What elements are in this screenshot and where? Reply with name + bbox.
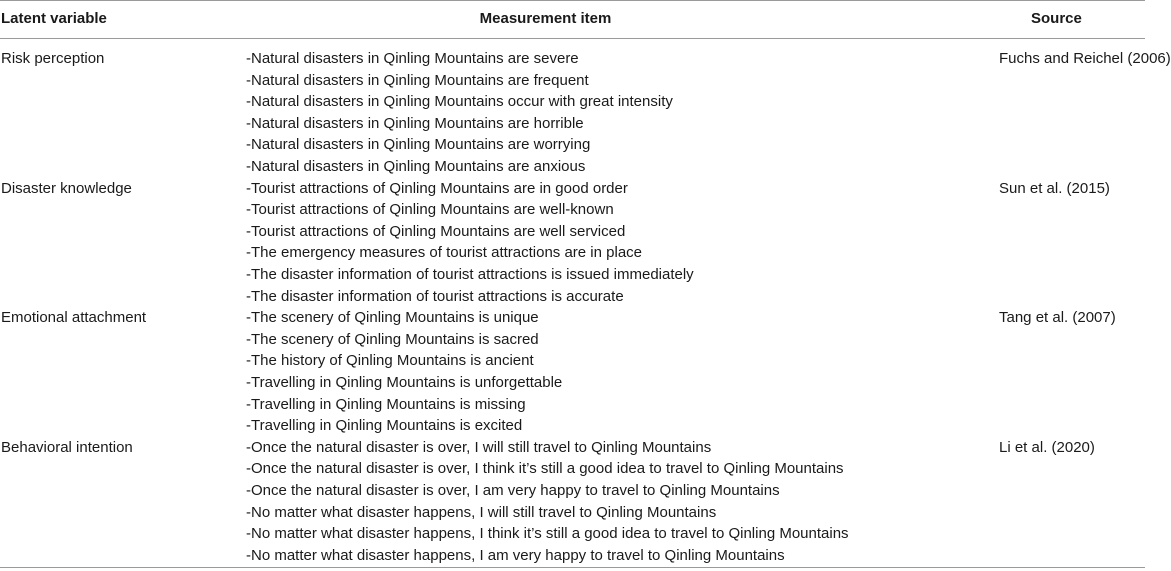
measurement-item: -Travelling in Qinling Mountains is unforgettable [246, 373, 563, 391]
table-bottom-rule [0, 567, 1145, 568]
measurement-item: -The emergency measures of tourist attractions are in place [246, 244, 643, 262]
measurement-item-list [246, 307, 562, 437]
header-source: Source [1031, 10, 1082, 27]
latent-variable-cell: Behavioral intention [1, 438, 133, 456]
measurement-item: -Once the natural disaster is over, I am very happy to travel to Qinling Mountains [246, 481, 780, 499]
source-cell: Tang et al. (2007) [999, 309, 1116, 327]
measurement-item: -Natural disasters in Qinling Mountains are severe [246, 50, 579, 67]
measurement-item-list [246, 437, 849, 567]
header-measurement-item: Measurement item [479, 10, 612, 27]
measurement-item: -Once the natural disaster is over, I think it’s still a good idea to travel to Qinling Mountains [246, 460, 844, 478]
measurement-item-list [246, 48, 673, 178]
measurement-item: -The scenery of Qinling Mountains is sacred [246, 330, 539, 348]
measurement-item: -No matter what disaster happens, I am very happy to travel to Qinling Mountains [246, 546, 785, 564]
measurement-item: -Natural disasters in Qinling Mountains are frequent [246, 71, 589, 89]
measurement-item: -Travelling in Qinling Mountains is missing [246, 395, 526, 413]
measurement-item: -Natural disasters in Qinling Mountains are horrible [246, 114, 584, 132]
measurement-item: -Natural disasters in Qinling Mountains are anxious [246, 157, 586, 175]
source-cell: Sun et al. (2015) [999, 179, 1110, 197]
measurement-item: -The disaster information of tourist attractions is issued immediately [246, 265, 694, 283]
header-divider-rule [0, 38, 1145, 39]
measurement-item-list [246, 178, 694, 308]
measurement-item: -The history of Qinling Mountains is ancient [246, 352, 534, 370]
measurement-item: -Tourist attractions of Qinling Mountains are well serviced [246, 222, 626, 240]
latent-variable-cell: Emotional attachment [1, 309, 147, 327]
source-cell: Fuchs and Reichel (2006) [999, 50, 1171, 67]
measurement-item: -The scenery of Qinling Mountains is unique [246, 309, 539, 327]
measurement-item: -Travelling in Qinling Mountains is excited [246, 417, 523, 435]
measurement-item: -Natural disasters in Qinling Mountains occur with great intensity [246, 93, 673, 111]
latent-variable-cell: Disaster knowledge [1, 179, 132, 197]
measurement-item: -The disaster information of tourist attractions is accurate [246, 287, 624, 305]
table-top-rule [0, 0, 1145, 1]
source-cell: Li et al. (2020) [999, 438, 1095, 456]
measurement-item: -No matter what disaster happens, I think it’s still a good idea to travel to Qinling Mountains [246, 525, 849, 543]
measurement-item: -Tourist attractions of Qinling Mountains are in good order [246, 179, 628, 197]
measurement-item: -Natural disasters in Qinling Mountains are worrying [246, 136, 591, 154]
header-latent-variable: Latent variable [1, 10, 107, 27]
latent-variable-cell: Risk perception [1, 50, 105, 67]
measurement-item: -Once the natural disaster is over, I will still travel to Qinling Mountains [246, 438, 712, 456]
measurement-item: -Tourist attractions of Qinling Mountains are well-known [246, 201, 614, 219]
measurement-item: -No matter what disaster happens, I will still travel to Qinling Mountains [246, 503, 717, 521]
